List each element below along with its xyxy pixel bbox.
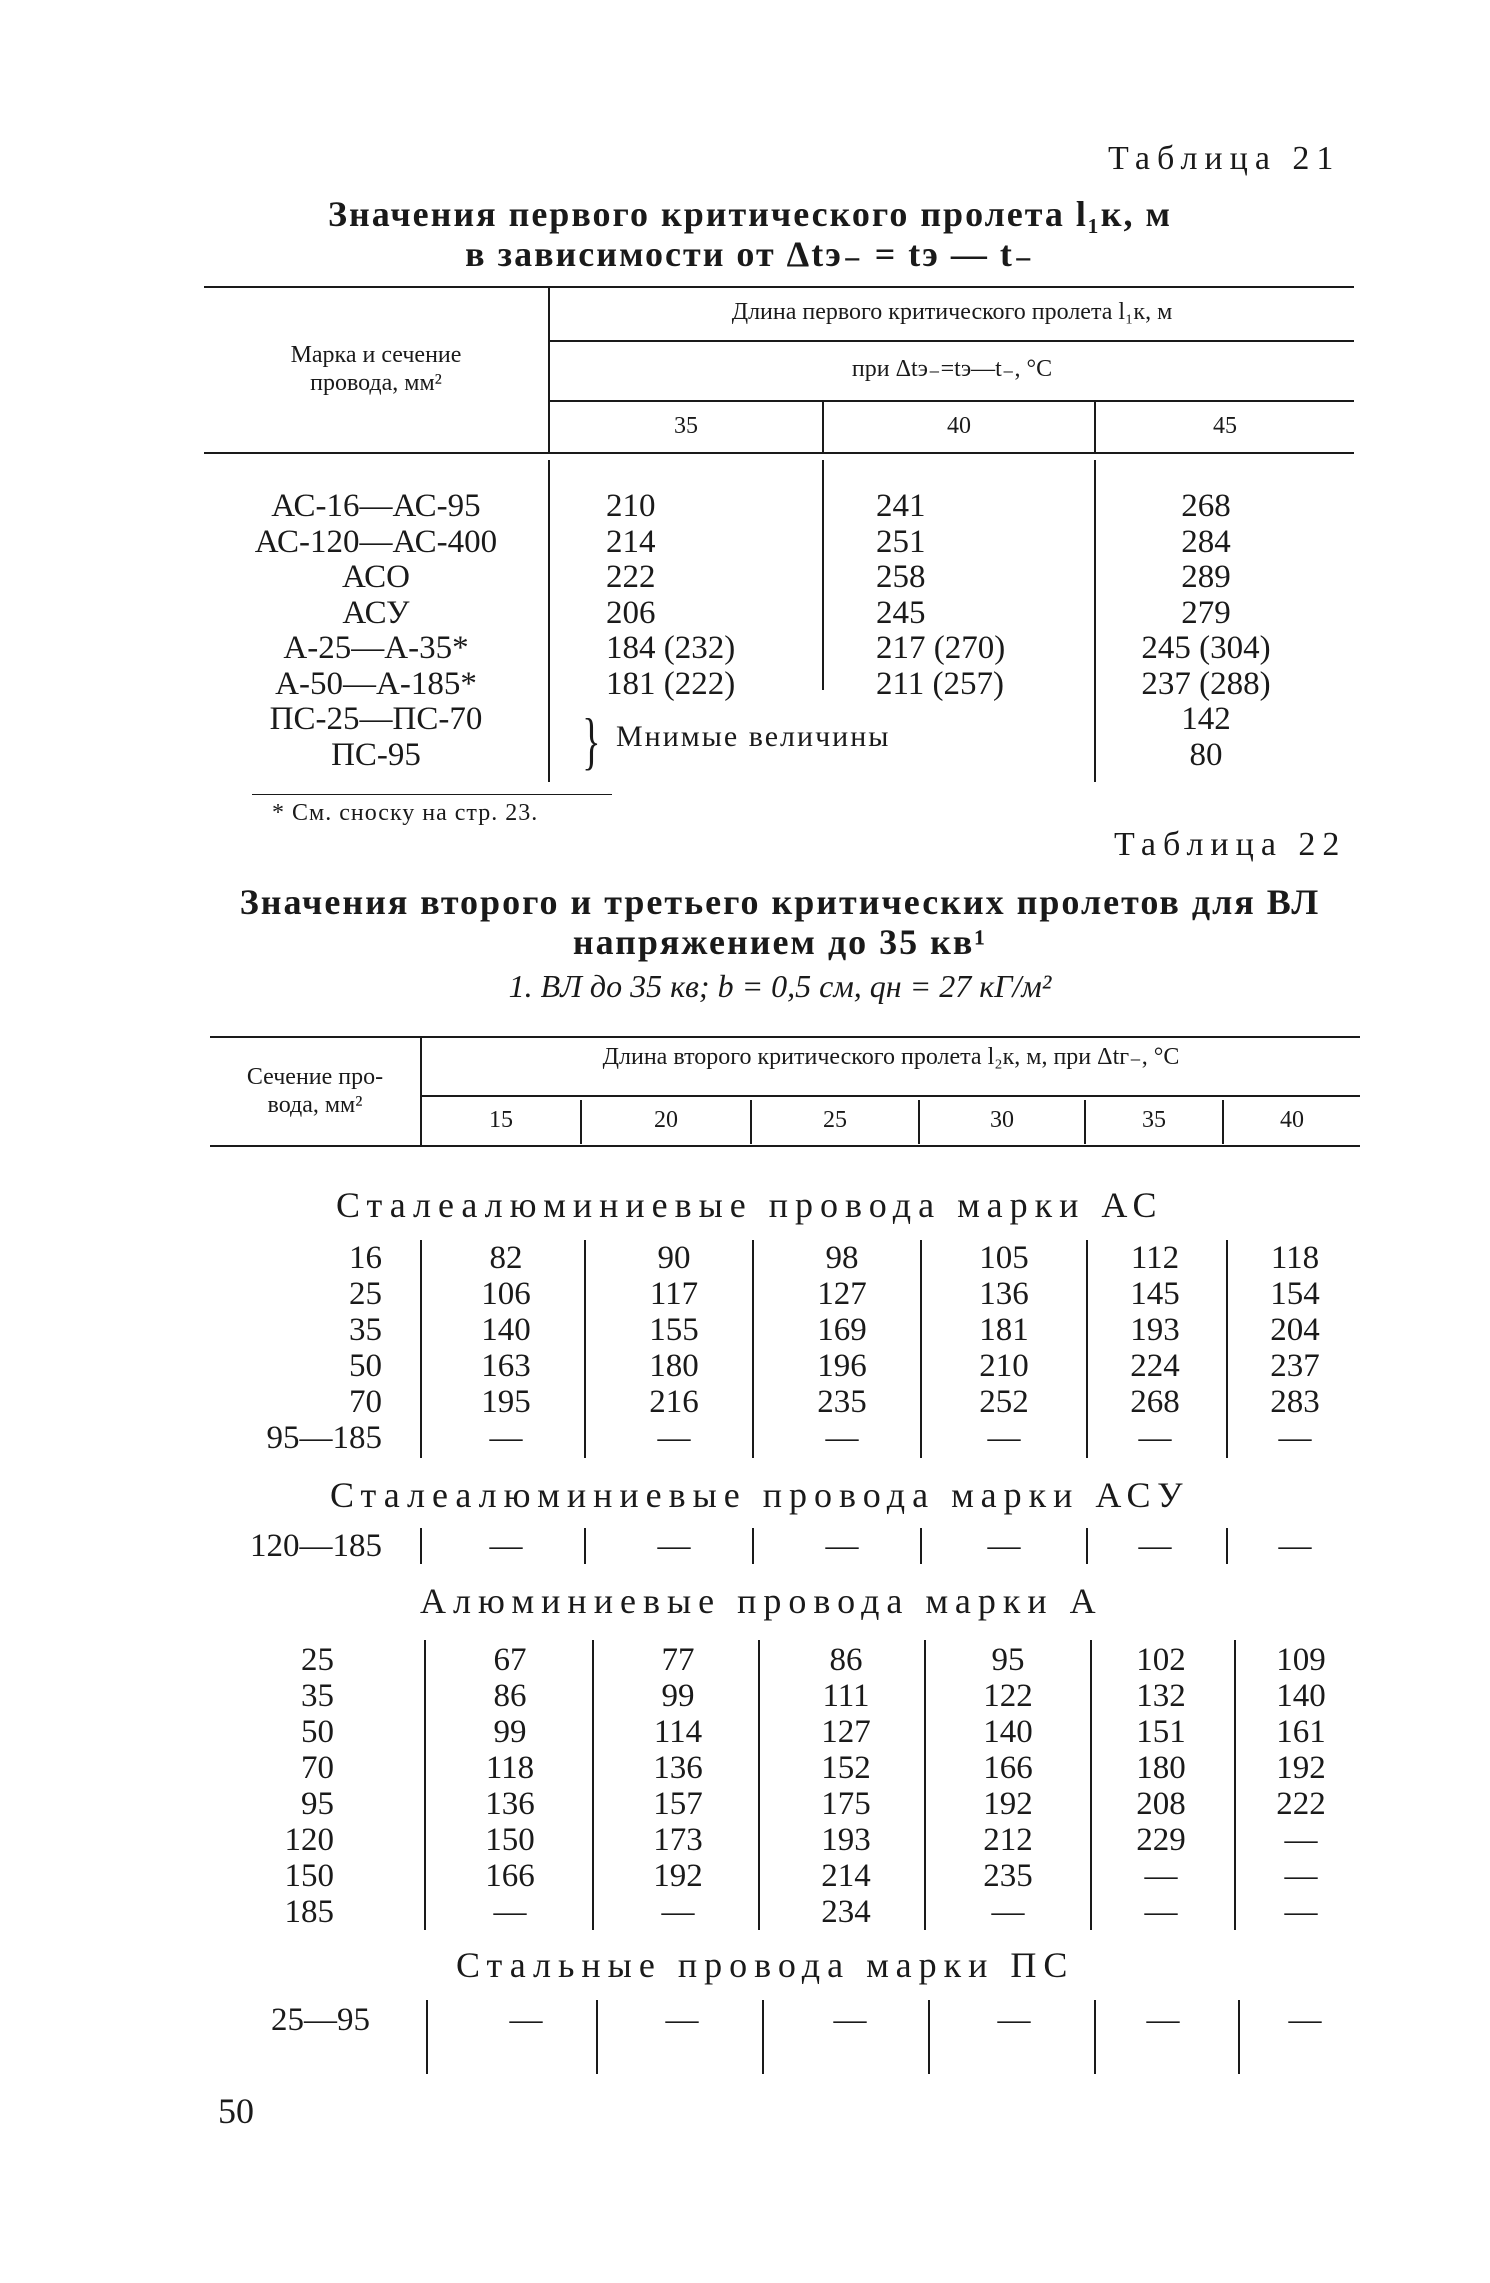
table22-cell: — (1284, 1822, 1318, 1858)
table21-temp-45: 45 (1213, 413, 1237, 439)
table22-cell: 111 (822, 1678, 870, 1714)
table21-cell: 181 (222) (606, 665, 736, 702)
table22-cell: 181 (979, 1312, 1029, 1348)
table22-cell: 175 (821, 1786, 871, 1822)
table22-cell: 193 (821, 1822, 871, 1858)
table22-title-line2: напряжением до 35 кв¹ (572, 922, 988, 962)
table22-cell: — (489, 1420, 523, 1456)
table21-col-35 (606, 489, 735, 702)
table22-cell: 180 (649, 1348, 699, 1384)
table22-cell: 117 (649, 1276, 699, 1312)
table22-cell: 132 (1136, 1678, 1186, 1714)
table22-cell: — (489, 1528, 523, 1564)
table21-cell: 206 (606, 594, 656, 631)
table22-cell: 212 (983, 1822, 1033, 1858)
table22-cell: 192 (653, 1858, 703, 1894)
row-section: 95 (301, 1786, 334, 1822)
table22-temp: 15 (489, 1107, 513, 1133)
table22-cell: — (1144, 1894, 1178, 1930)
table22-cell: — (1138, 1528, 1172, 1564)
table22-cell: 204 (1270, 1312, 1320, 1348)
table21-title-line1: Значения первого критического пролета l₁к, м (328, 194, 1172, 234)
table22-cell: — (661, 1894, 695, 1930)
table22-cell: 127 (817, 1276, 867, 1312)
table22-cell: 105 (979, 1240, 1029, 1276)
table22-temp: 20 (654, 1107, 678, 1133)
table22-cell: 196 (817, 1348, 867, 1384)
table22-temp: 35 (1142, 1107, 1166, 1133)
table21-row-mark: А-25—А-35* (283, 630, 469, 666)
table22-cell: 222 (1276, 1786, 1326, 1822)
table22-cell: 163 (481, 1348, 531, 1384)
table22-cell: 106 (481, 1276, 531, 1312)
table22-cell: 99 (493, 1714, 527, 1750)
table22-cell: 157 (653, 1786, 703, 1822)
table21-cell: 245 (304) (1141, 630, 1271, 666)
table22-cell: — (825, 1420, 859, 1456)
table21-row-mark: ПС-25—ПС-70 (269, 701, 483, 737)
table22-cell: — (1284, 1894, 1318, 1930)
table21-mark-column (204, 489, 548, 773)
row-section: 25 (349, 1276, 382, 1312)
table22-temp: 30 (990, 1107, 1014, 1133)
section-as-col-15 (446, 1240, 566, 1456)
table22-cell: 109 (1276, 1642, 1326, 1678)
table22-cell: — (1288, 2002, 1322, 2038)
table22-cell: — (665, 2002, 699, 2038)
table22-cell: — (1146, 2002, 1180, 2038)
section-a-col-30 (948, 1642, 1068, 1930)
section-as-col-30 (944, 1240, 1064, 1456)
table22-cell: 166 (983, 1750, 1033, 1786)
table22-head-group: Длина второго критического пролета l₂к, м, при Δtг₋, °С (602, 1044, 1180, 1070)
table21-head-group: Длина первого критического пролета l₁к, м (731, 299, 1173, 325)
table22-cell: 214 (821, 1858, 871, 1894)
section-as-row-labels (210, 1240, 382, 1456)
section-a-col-15 (450, 1642, 570, 1930)
section-title-as: Сталеалюминиевые провода марки АС (336, 1185, 1164, 1225)
table22-cell: 82 (489, 1240, 523, 1276)
row-section: 35 (301, 1678, 334, 1714)
table22-cell: 216 (649, 1384, 699, 1420)
table22-cell: 208 (1136, 1786, 1186, 1822)
section-as-col-20 (614, 1240, 734, 1456)
table21-footnote: * См. сноску на стр. 23. (272, 800, 539, 826)
table22-cell: 161 (1276, 1714, 1326, 1750)
table22-cell: 180 (1136, 1750, 1186, 1786)
table22-cell: 122 (983, 1678, 1033, 1714)
section-a-row-labels (210, 1642, 334, 1930)
table21-row-mark: ПС-95 (331, 736, 421, 773)
row-section: 25 (301, 1642, 334, 1678)
table21-title-line2: в зависимости от Δtэ₋ = tэ — t₋ (465, 234, 1035, 274)
table22-cell: — (657, 1420, 691, 1456)
table22-cell: 140 (1276, 1678, 1326, 1714)
table22-cell: 136 (979, 1276, 1029, 1312)
table21-cell: 268 (1181, 488, 1231, 524)
table21-head-mark: Марка и сечение провода, мм² (290, 342, 462, 396)
table22-cell: 252 (979, 1384, 1029, 1420)
table22-cell: 145 (1130, 1276, 1180, 1312)
table22-caption: Таблица 22 (1114, 826, 1347, 863)
table22-cell: — (1278, 1420, 1312, 1456)
table22-cell: — (493, 1894, 527, 1930)
table22-cell: 166 (485, 1858, 535, 1894)
table22-subtitle: 1. ВЛ до 35 кв; b = 0,5 см, qн = 27 кГ/м² (508, 968, 1052, 1004)
table22-cell: — (833, 2002, 867, 2038)
table22-cell: 99 (661, 1678, 695, 1714)
table22-cell: 86 (493, 1678, 527, 1714)
table22-cell: — (509, 2002, 543, 2038)
table22-cell: 118 (1270, 1240, 1320, 1276)
section-as-col-35 (1100, 1240, 1210, 1456)
table21-col-45 (1096, 489, 1316, 773)
table22-cell: 140 (481, 1312, 531, 1348)
table22-cell: 235 (817, 1384, 867, 1420)
table22-cell: 234 (821, 1894, 871, 1930)
table22-cell: — (1284, 1858, 1318, 1894)
table22-cell: 235 (983, 1858, 1033, 1894)
section-title-asu: Сталеалюминиевые провода марки АСУ (330, 1475, 1190, 1515)
table21-temp-40: 40 (947, 413, 971, 439)
table22-cell: 77 (661, 1642, 695, 1678)
table21-cell: 214 (606, 523, 656, 560)
table21-col-40 (876, 489, 1005, 702)
section-title-a: Алюминиевые провода марки А (420, 1581, 1103, 1621)
table22-cell: 90 (657, 1240, 691, 1276)
row-section: 50 (301, 1714, 334, 1750)
table22-cell: 118 (485, 1750, 535, 1786)
table22-cell: 237 (1270, 1348, 1320, 1384)
table21-cell: 251 (876, 523, 926, 560)
table22-cell: 154 (1270, 1276, 1320, 1312)
section-title-ps: Стальные провода марки ПС (456, 1945, 1075, 1985)
table22-cell: 136 (485, 1786, 535, 1822)
table21-cell: 245 (876, 594, 926, 631)
table21-row-mark: АС-120—АС-400 (254, 523, 498, 560)
table21-cell: 289 (1181, 559, 1231, 595)
table22-cell: 140 (983, 1714, 1033, 1750)
section-a-col-20 (618, 1642, 738, 1930)
row-section: 25—95 (271, 2002, 370, 2038)
section-as-col-40 (1240, 1240, 1350, 1456)
table22-cell: 224 (1130, 1348, 1180, 1384)
table22-cell: 195 (481, 1384, 531, 1420)
table21-title (250, 194, 1250, 274)
table22-temp: 25 (823, 1107, 847, 1133)
table22-cell: — (1278, 1528, 1312, 1564)
table22-head-section: Сечение про- вода, мм² (246, 1064, 384, 1118)
table21-cell: 241 (876, 488, 926, 524)
row-section: 95—185 (266, 1420, 382, 1456)
table22-cell: 95 (991, 1642, 1025, 1678)
table22-cell: — (991, 1894, 1025, 1930)
table21-cell: 210 (606, 488, 656, 524)
section-as-col-25 (782, 1240, 902, 1456)
table22-cell: 173 (653, 1822, 703, 1858)
table21-cell: 284 (1181, 523, 1231, 560)
table22-title (190, 882, 1370, 962)
section-a-col-25 (786, 1642, 906, 1930)
row-section: 16 (349, 1240, 382, 1276)
table22-title-line1: Значения второго и третьего критических пролетов для ВЛ (239, 882, 1321, 922)
table22-cell: 152 (821, 1750, 871, 1786)
table22-temp: 40 (1280, 1107, 1304, 1133)
table21-caption: Таблица 21 (1108, 140, 1341, 177)
row-section: 185 (284, 1894, 334, 1930)
table22-cell: — (987, 1528, 1021, 1564)
table21-cell: 211 (257) (876, 665, 1005, 702)
row-section: 120 (284, 1822, 334, 1858)
table22-cell: 150 (485, 1822, 535, 1858)
table22-cell: 192 (983, 1786, 1033, 1822)
row-section: 70 (349, 1384, 382, 1420)
table22-cell: 169 (817, 1312, 867, 1348)
section-a-col-35 (1106, 1642, 1216, 1930)
table22-cell: 86 (829, 1642, 863, 1678)
table21-temp-35: 35 (674, 413, 698, 439)
table21-cell: 279 (1181, 594, 1231, 631)
table22-cell: 193 (1130, 1312, 1180, 1348)
table21-cell: 80 (1189, 736, 1223, 773)
table22-cell: 136 (653, 1750, 703, 1786)
table22-cell: — (657, 1528, 691, 1564)
table22-cell: — (987, 1420, 1021, 1456)
row-section: 120—185 (250, 1528, 382, 1564)
brace-glyph: } (582, 705, 601, 776)
table22-cell: 112 (1130, 1240, 1180, 1276)
table21-cell: 142 (1181, 701, 1231, 737)
table22-cell: 192 (1276, 1750, 1326, 1786)
table21-row-mark: А-50—А-185* (275, 665, 477, 702)
table22-cell: 268 (1130, 1384, 1180, 1420)
table22-cell: 102 (1136, 1642, 1186, 1678)
table22-cell: 98 (825, 1240, 859, 1276)
table22-cell: 114 (653, 1714, 703, 1750)
section-a-col-40 (1246, 1642, 1356, 1930)
table22-cell: 151 (1136, 1714, 1186, 1750)
table21-cell: 217 (270) (876, 630, 1006, 666)
table21-cell: 184 (232) (606, 630, 736, 666)
page-number: 50 (218, 2091, 254, 2131)
table21-cell: 222 (606, 559, 656, 595)
table22-cell: 229 (1136, 1822, 1186, 1858)
table22-cell: 155 (649, 1312, 699, 1348)
table22-cell: — (1138, 1420, 1172, 1456)
table21-row-mark: АСУ (342, 594, 410, 631)
table21-row-mark: АС-16—АС-95 (271, 488, 481, 524)
table21-cell: 237 (288) (1141, 665, 1271, 702)
row-section: 70 (301, 1750, 334, 1786)
table22-cell: — (825, 1528, 859, 1564)
table22-cell: — (1144, 1858, 1178, 1894)
row-section: 150 (284, 1858, 334, 1894)
row-section: 50 (349, 1348, 382, 1384)
table22-cell: 283 (1270, 1384, 1320, 1420)
table22-cell: 210 (979, 1348, 1029, 1384)
table22-cell: — (997, 2002, 1031, 2038)
table21-row-mark: АСО (341, 559, 411, 595)
table21-imaginary-values: Мнимые величины (616, 720, 891, 753)
table22-cell: 67 (493, 1642, 527, 1678)
row-section: 35 (349, 1312, 382, 1348)
table21-head-sub: при Δtэ₋=tэ—t₋, °С (851, 356, 1053, 382)
table21-cell: 258 (876, 559, 926, 595)
table22-cell: 127 (821, 1714, 871, 1750)
